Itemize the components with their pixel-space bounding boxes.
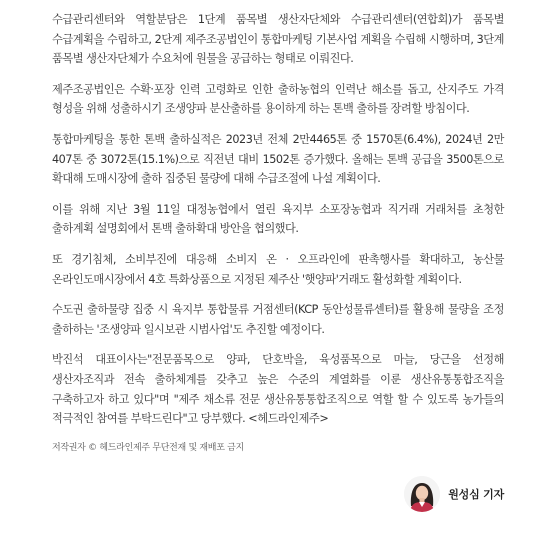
article-paragraph: 제주조공법인은 수확·포장 인력 고령화로 인한 출하농협의 인력난 해소를 돕고, 산지주도 가격 형성을 위해 성출하시기 조생양파 분산출하를 용이하게 하는 톤백 출하를 장려할 방침이다. [52,82,504,116]
article-paragraph: 이를 위해 지난 3월 11일 대정농협에서 열린 육지부 소포장농협과 직거래 거래처를 초청한 출하계획 설명회에서 톤백 출하확대 방안을 협의했다. [52,202,504,236]
article-body [52,10,504,453]
reporter-avatar[interactable] [404,476,440,512]
article-paragraph: 수급관리센터와 역할분담은 1단계 품목별 생산자단체와 수급관리센터(연합회)가 품목별 수급계획을 수립하고, 2단계 제주조공법인이 통합마케팅 기본사업 계획을 수립해 시행하며, 3단계 품목별 생산자단체가 수요처에 원물을 공급하는 형태로 이뤄진다. [52,13,504,66]
article-paragraph: 박진석 대표이사는"전문품목으로 양파, 단호박을, 육성품목으로 마늘, 당근을 선정해 생산자조직과 전속 출하체계를 갖추고 높은 수준의 계열화를 이룬 생산유통통합조직을 구축하고자 하고 있다"며 "제주 채소류 전문 생산유통통합조직으로 역할 할 수 있도록 농가들의 적극적인 참여를 부탁드린다"고 당부했다. <헤드라인제주> [52,353,504,426]
article-paragraph: 수도권 출하물량 집중 시 육지부 통합물류 거점센터(KCP 동안성물류센터)를 활용해 물량을 조정 출하하는 '조생양파 일시보관 시범사업'도 추진할 예정이다. [52,303,504,336]
reporter-photo-icon [404,476,440,512]
reporter-byline[interactable] [404,476,504,512]
copyright-notice: 저작권자 © 헤드라인제주 무단전재 및 재배포 금지 [52,442,244,453]
reporter-name[interactable]: 원성심 기자 [448,488,504,501]
article-paragraph: 또 경기침체, 소비부진에 대응해 소비지 온 · 오프라인에 판촉행사를 확대하고, 농산물 온라인도매시장에서 4호 특화상품으로 지정된 제주산 '햇양파'거래도 활성화할 계획이다. [52,252,504,286]
article-paragraph: 통합마케팅을 통한 톤백 출하실적은 2023년 전체 2만4465톤 중 1570톤(6.4%), 2024년 2만 407톤 중 3072톤(15.1%)으로 직전년 대비 1502톤 증가했다. 올해는 톤백 공급을 3500톤으로 확대해 도매시장에 출하 집중된 물량에 대해 수급조절에 나설 계획이다. [52,132,504,186]
